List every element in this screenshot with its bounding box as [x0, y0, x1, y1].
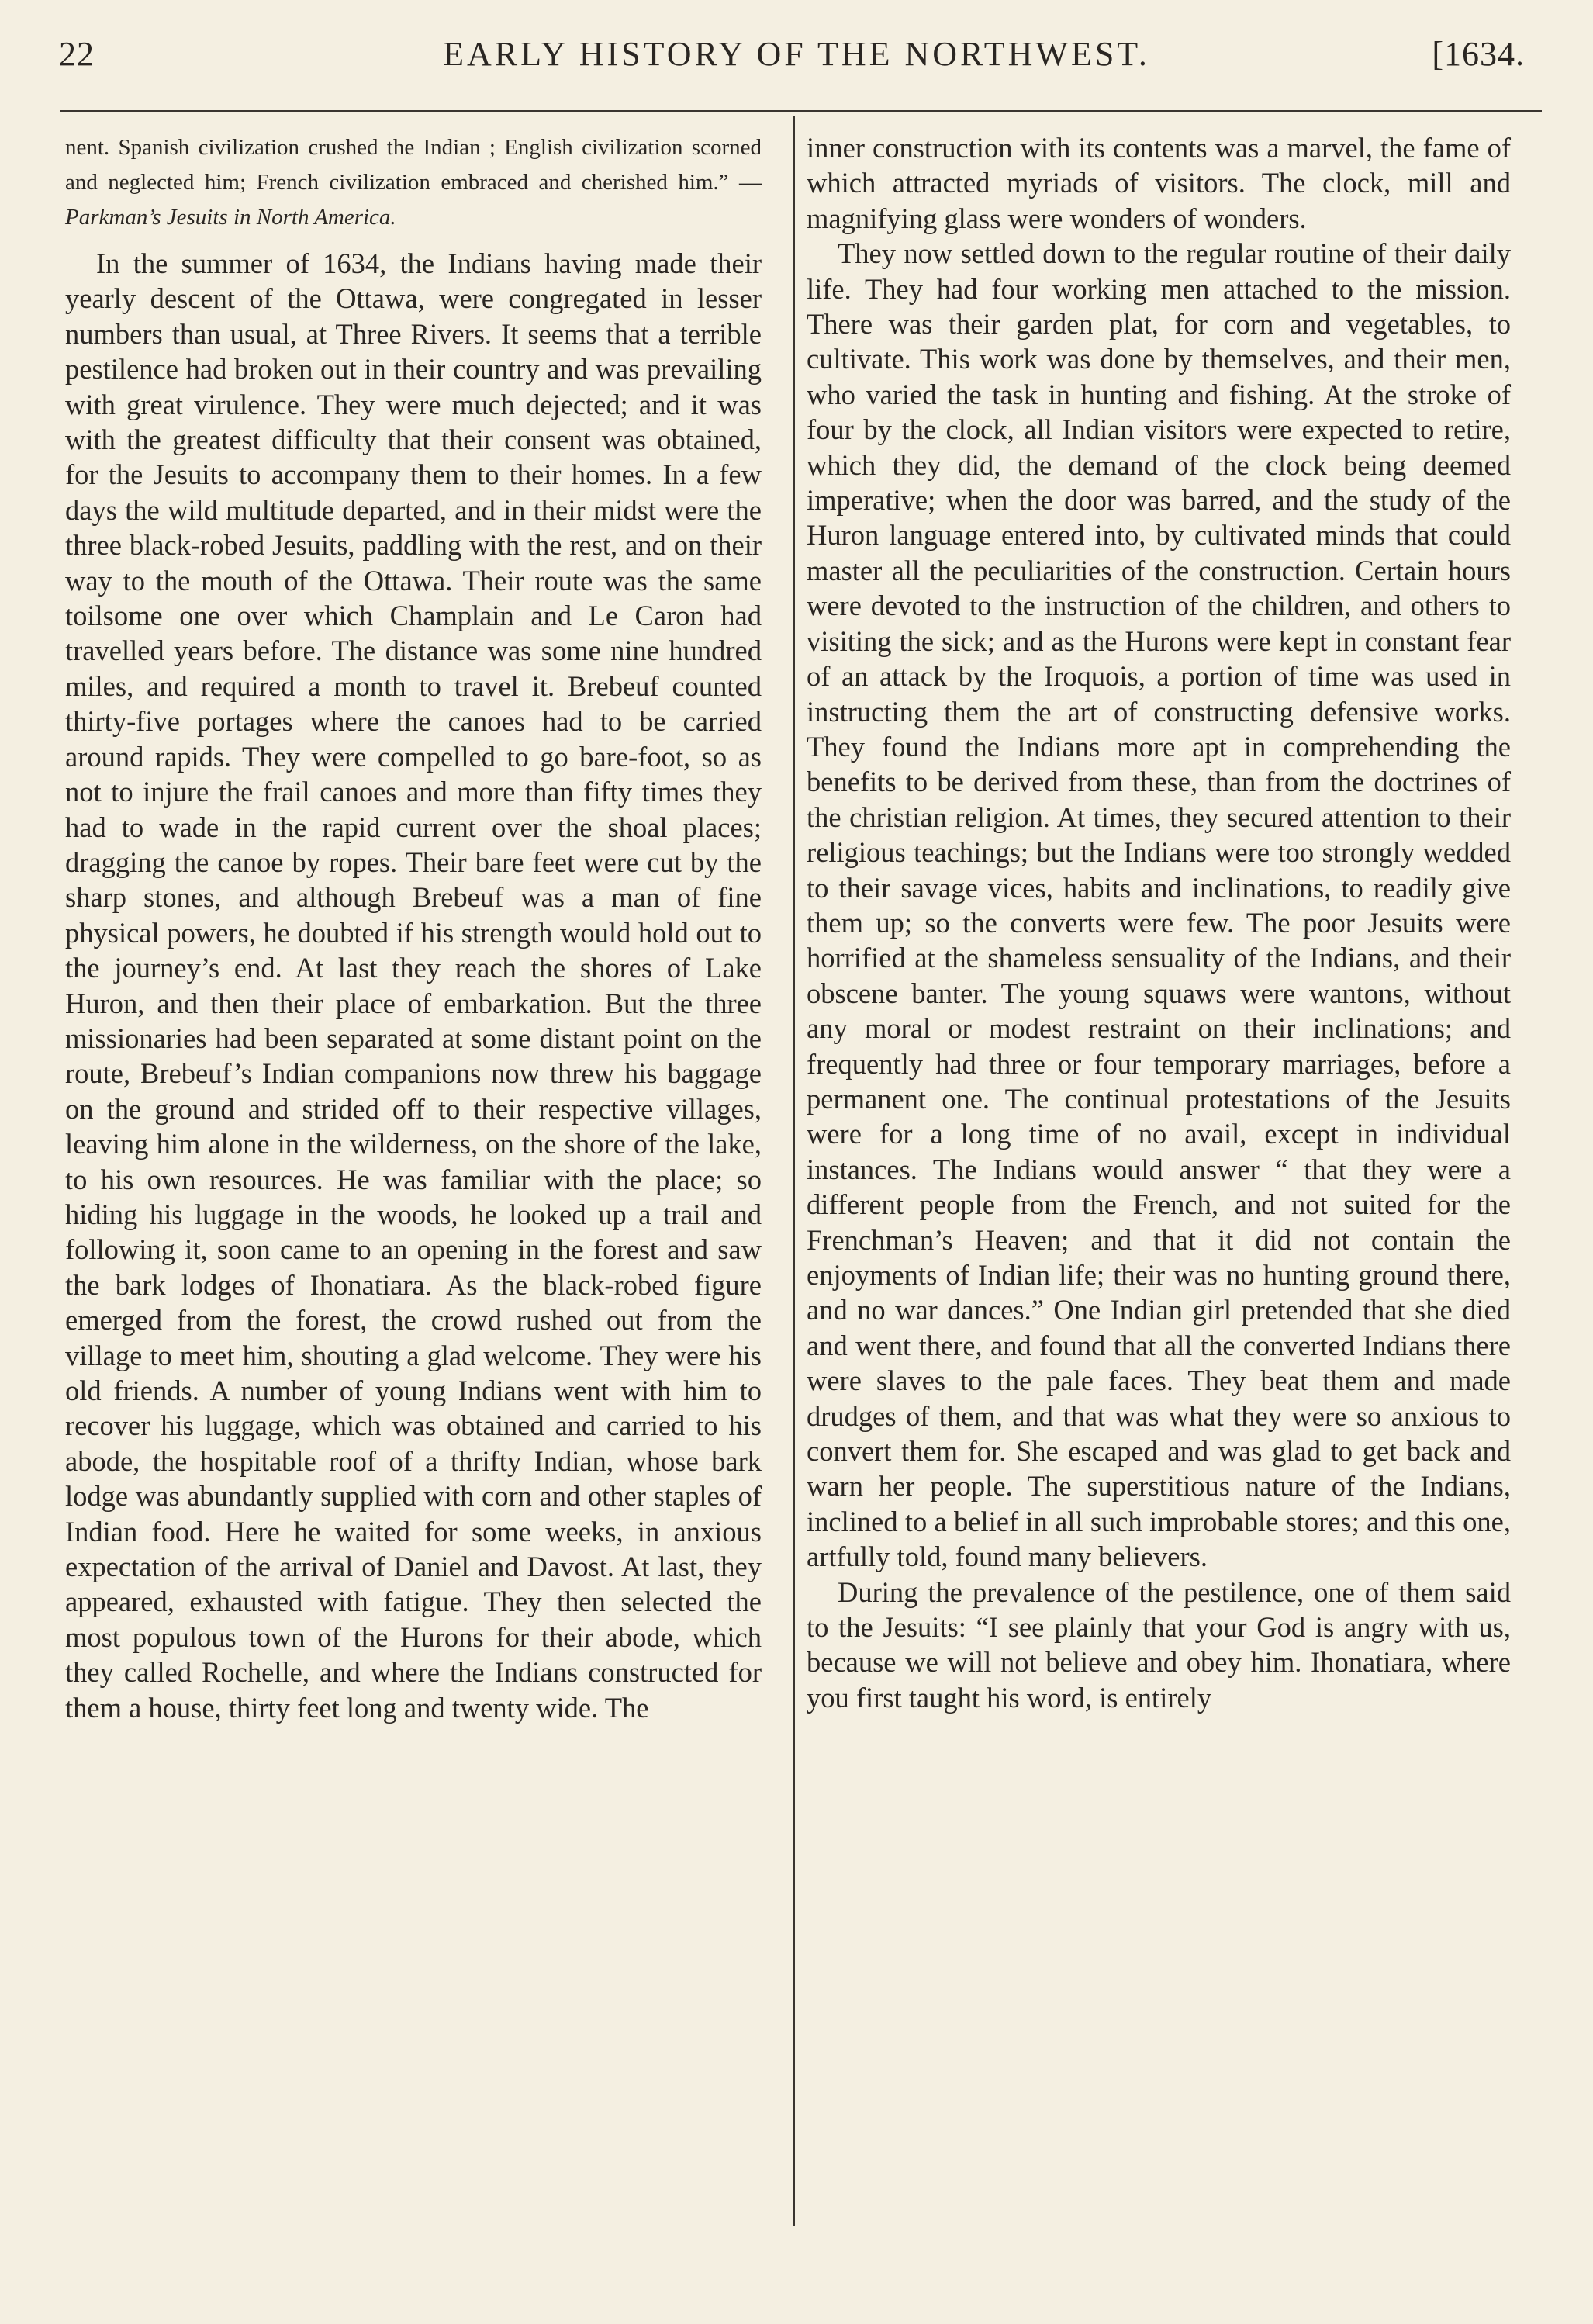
left-column	[65, 130, 762, 1725]
footnote-text: nent. Spanish civilization crushed the Indian ; English civilization scorned and neglected him; French civilization embraced and cherished him.” —	[65, 135, 762, 195]
right-column	[807, 130, 1511, 1715]
column-rule	[793, 116, 795, 2226]
page-number: 22	[59, 35, 95, 73]
footnote	[65, 130, 762, 235]
footnote-citation: Parkman’s Jesuits in North America.	[65, 205, 396, 230]
body-paragraph: During the prevalence of the pestilence, one of them said to the Jesuits: “I see plainly that your God is angry with us, because we will not believe and obey him. Ihonatiara, where you first taught his word, is entirely	[807, 1575, 1511, 1714]
body-paragraph: In the summer of 1634, the Indians having made their yearly descent of the Ottawa, were congregated in lesser numbers than usual, at Three Rivers. It seems that a terrible pestilence had broken out in their country and was prevailing with great virulence. They were much dejected; and it was with the greatest difficulty that their consent was obtained, for the Jesuits to accompany them to their homes. In a few days the wild multitude departed, and in their midst were the three black-robed Jesuits, paddling with the rest, and on their way to the mouth of the Ottawa. Their route was the same toilsome one over which Champlain and Le Caron had travelled years before. The distance was some nine hundred miles, and required a month to travel it. Brebeuf counted thirty-five portages where the canoes had to be carried around rapids. They were compelled to go bare-foot, so as not to injure the frail canoes and more than fifty times they had to wade in the rapid current over the shoal places; dragging the canoe by ropes. Their bare feet were cut by the sharp stones, and although Brebeuf was a man of fine physical powers, he doubted if his strength would hold out to the journey’s end. At last they reach the shores of Lake Huron, and then their place of embarkation. But the three missionaries had been separated at some distant point on the route, Brebeuf’s Indian companions now threw his baggage on the ground and strided off to their respective villages, leaving him alone in the wilderness, on the shore of the lake, to his own resources. He was familiar with the place; so hiding his luggage in the woods, he looked up a trail and following it, soon came to an opening in the forest and saw the bark lodges of Ihonatiara. As the black-robed figure emerged from the forest, the crowd rushed out from the village to meet him, shouting a glad welcome. They were his old friends. A number of young Indians went with him to recover his luggage, which was obtained and carried to his abode, the hospitable roof of a thrifty Indian, whose bark lodge was abundantly supplied with corn and other staples of Indian food. Here he waited for some weeks, in anxious expectation of the arrival of Daniel and Davost. At last, they appeared, exhausted with fatigue. They then selected the most populous town of the Hurons for their abode, which they called Rochelle, and where the Indians constructed for them a house, thirty feet long and twenty wide. The	[65, 247, 762, 1724]
body-paragraph: They now settled down to the regular routine of their daily life. They had four working men attached to the mission. There was their garden plat, for corn and vegetables, to cultivate. This work was done by themselves, and their men, who varied the task in hunting and fishing. At the stroke of four by the clock, all Indian visitors were expected to retire, which they did, the demand of the clock being deemed imperative; when the door was barred, and the study of the Huron language entered into, by cultivated minds that could master all the peculiarities of the construction. Certain hours were devoted to the instruction of the children, and others to visiting the sick; and as the Hurons were kept in constant fear of an attack by the Iroquois, a portion of time was used in instructing them the art of constructing defensive works. They found the Indians more apt in comprehending the benefits to be derived from these, than from the doctrines of the christian religion. At times, they secured attention to their religious teachings; but the Indians were too strongly wedded to their savage vices, habits and inclinations, to readily give them up; so the converts were few. The poor Jesuits were horrified at the shameless sensuality of the Indians, and their obscene banter. The young squaws were wantons, without any moral or modest restraint on their inclinations; and frequently had three or four temporary marriages, before a permanent one. The continual protestations of the Jesuits were for a long time of no avail, except in individual instances. The Indians would answer “ that they were a different people from the French, and not suited for the Frenchman’s Heaven; and that it did not contain the enjoyments of Indian life; their was no hunting ground there, and no war dances.” One Indian girl pretended that she died and went there, and found that all the converted Indians there were slaves to the pale faces. They beat them and made drudges of them, and that was what they were so anxious to convert them for. She escaped and was glad to get back and warn her people. The superstitious nature of the Indians, inclined to a belief in all such improbable stores; and this one, artfully told, found many believers.	[807, 237, 1511, 1573]
running-title: EARLY HISTORY OF THE NORTHWEST.	[443, 35, 1150, 73]
continued-paragraph: inner construction with its contents was a marvel, the fame of which attracted myriads of visitors. The clock, mill and magnifying glass were wonders of wonders.	[807, 132, 1511, 234]
header-rule	[60, 110, 1542, 112]
year-mark: [1634.	[1432, 35, 1525, 73]
